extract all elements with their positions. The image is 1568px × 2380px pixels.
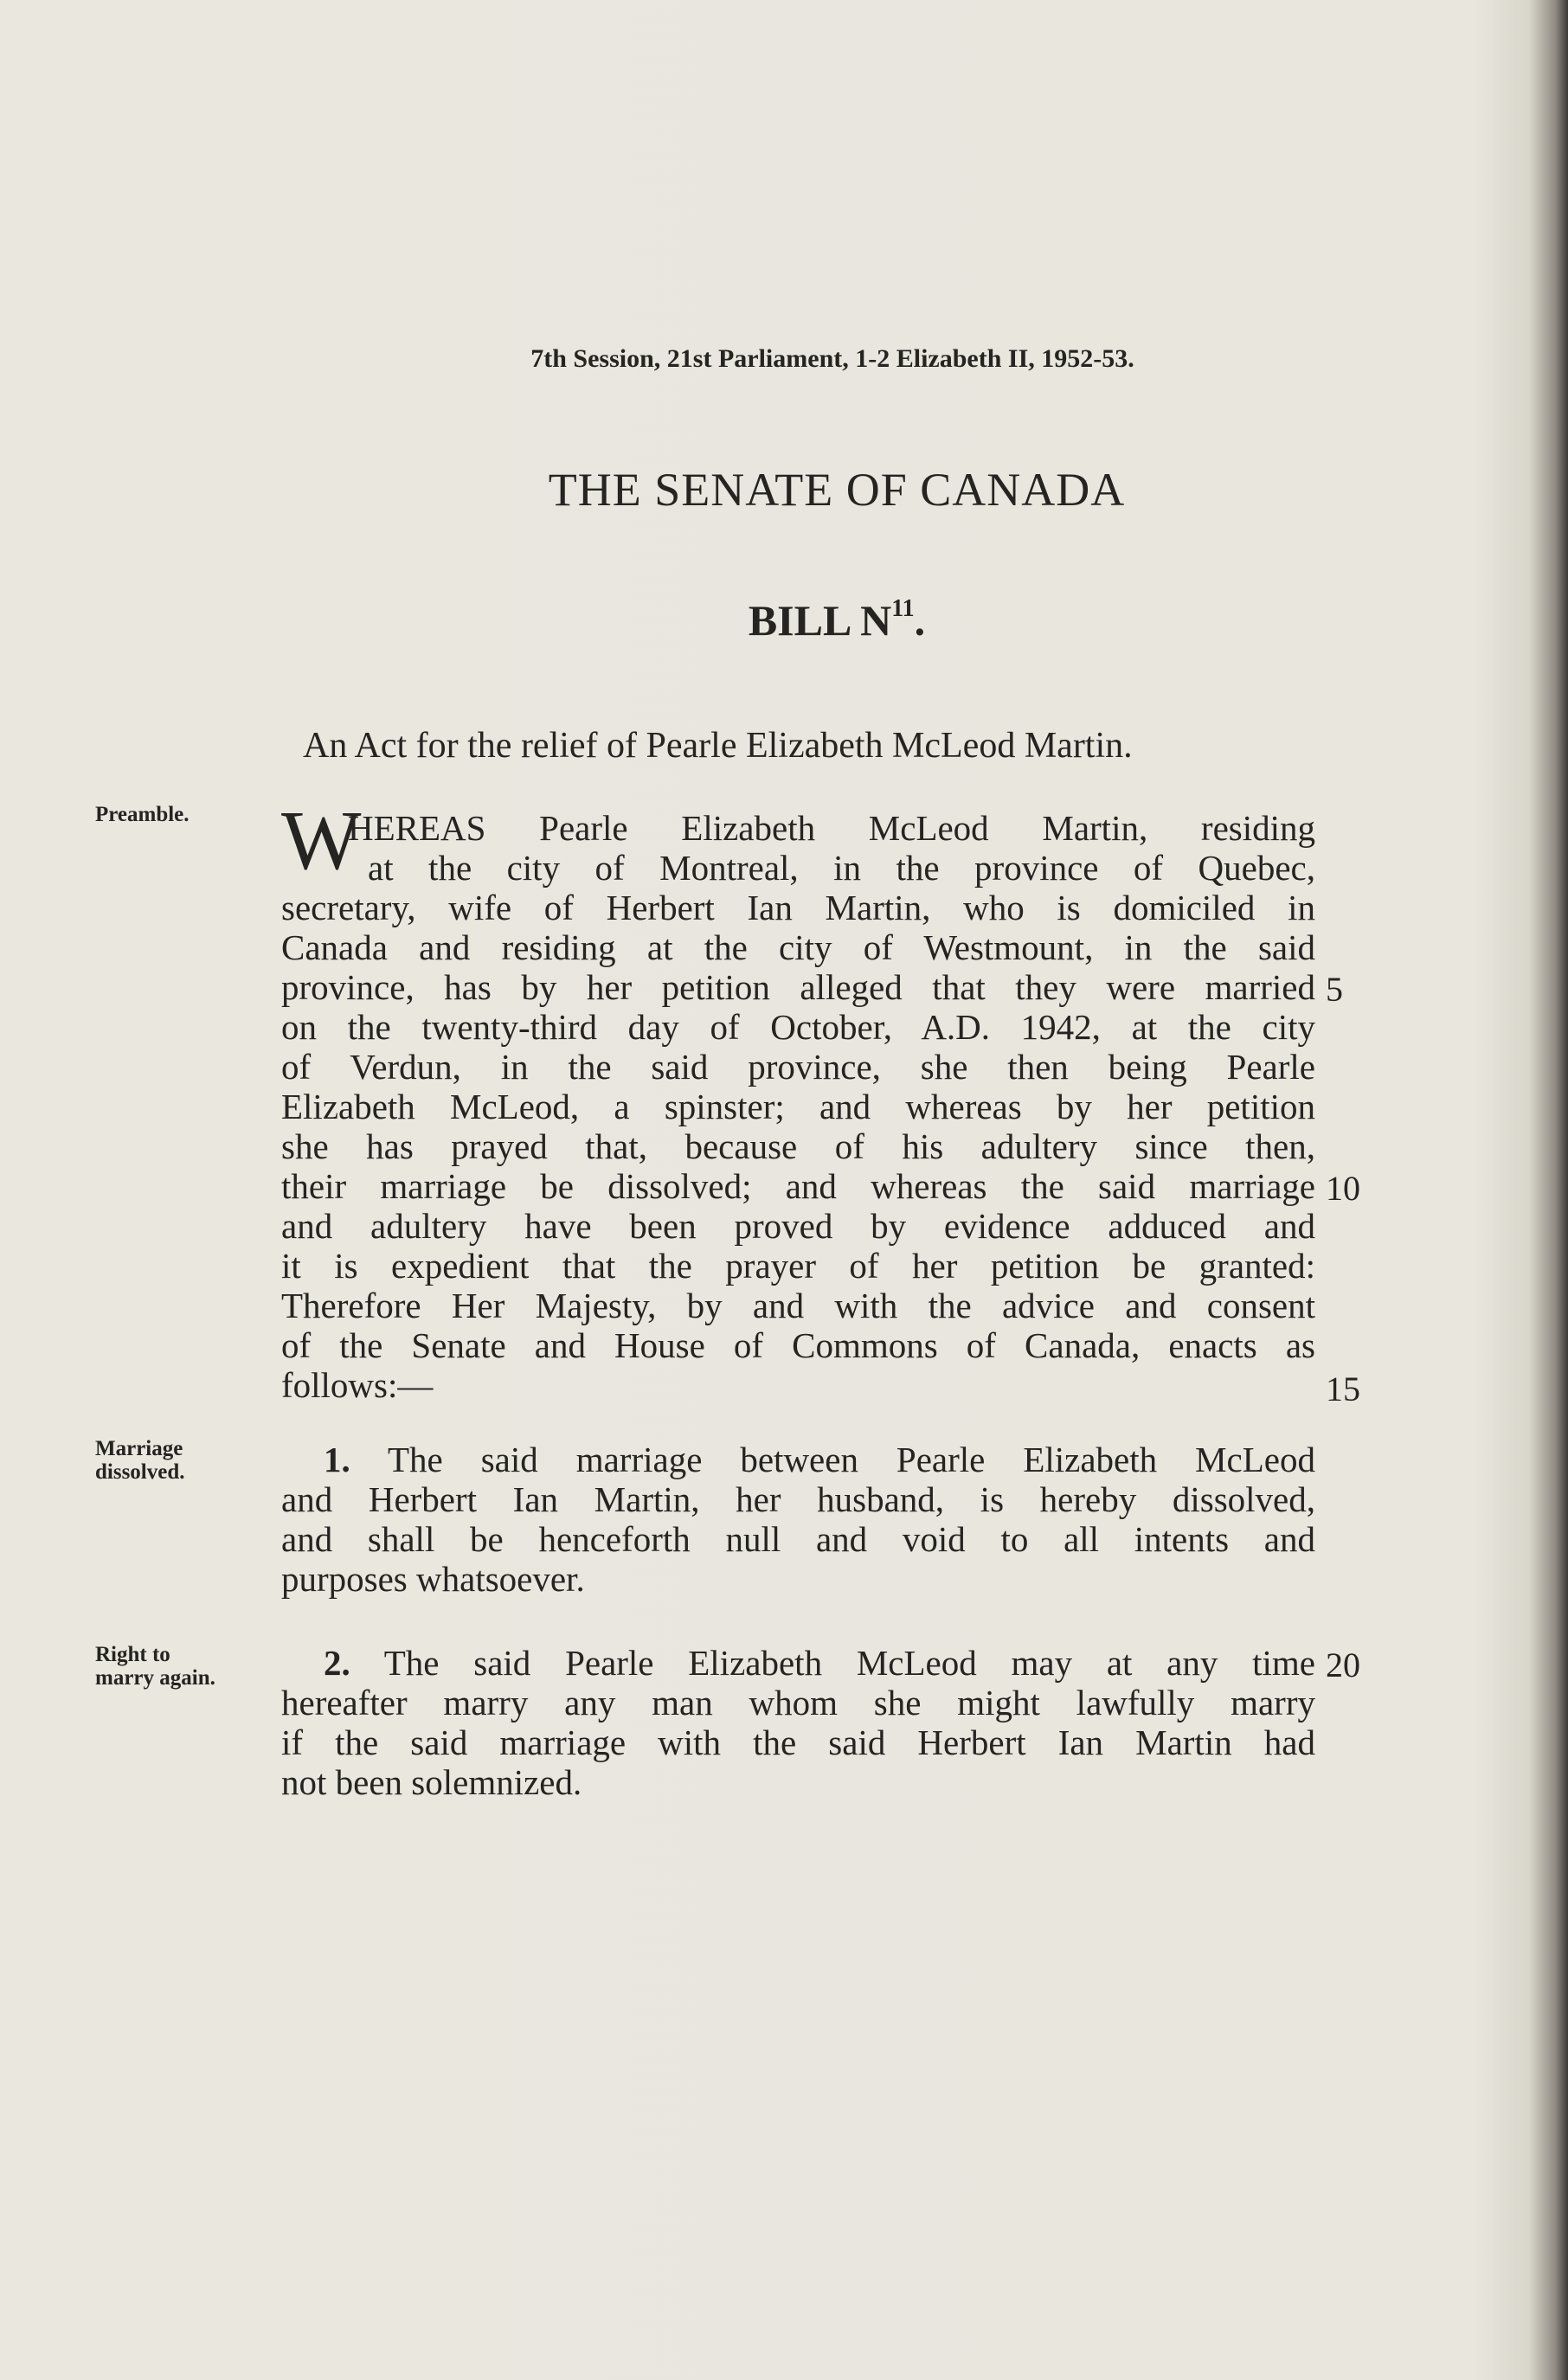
preamble-line: at the city of Montreal, in the province of Quebec, <box>368 848 1315 888</box>
section-2-number: 2. <box>324 1643 350 1683</box>
preamble-line: province, has by her petition alleged that they were married <box>281 967 1315 1007</box>
preamble-line: she has prayed that, because of his adultery since then, <box>281 1126 1315 1166</box>
preamble-line: on the twenty-third day of October, A.D. 1942, at the city <box>281 1007 1315 1047</box>
preamble-line: Therefore Her Majesty, by and with the advice and consent <box>281 1286 1315 1325</box>
bill-label: BILL N <box>748 596 892 645</box>
section-2-line: The said Pearle Elizabeth McLeod may at any time <box>383 1643 1315 1683</box>
bill-number-heading <box>0 595 1568 645</box>
bill-number: 11 <box>891 595 915 622</box>
act-title: An Act for the relief of Pearle Elizabeth McLeod Martin. <box>303 726 1133 766</box>
preamble-line: it is expedient that the prayer of her petition be granted: <box>281 1246 1315 1286</box>
preamble-line: their marriage be dissolved; and whereas the said marriage <box>281 1166 1315 1206</box>
section-2-line: hereafter marry any man whom she might lawfully marry <box>281 1683 1315 1722</box>
preamble-line: HEREAS Pearle Elizabeth McLeod Martin, residing <box>348 808 1315 848</box>
line-number: 15 <box>1326 1370 1360 1408</box>
section-2-line: not been solemnized. <box>281 1762 582 1802</box>
preamble-line: of Verdun, in the said province, she then being Pearle <box>281 1047 1315 1087</box>
section-2-first-line <box>324 1643 1315 1683</box>
preamble-line: Elizabeth McLeod, a spinster; and whereas by her petition <box>281 1087 1315 1126</box>
section-1-line: The said marriage between Pearle Elizabeth McLeod <box>387 1440 1315 1479</box>
line-number: 10 <box>1326 1169 1360 1208</box>
margin-note-preamble: Preamble. <box>95 803 190 826</box>
margin-note-right-to-marry <box>95 1643 215 1690</box>
section-1-line: and Herbert Ian Martin, her husband, is hereby dissolved, <box>281 1479 1315 1519</box>
line-number: 20 <box>1326 1645 1360 1684</box>
margin-note-marriage-dissolved <box>95 1437 185 1484</box>
margin-note-line: Right to <box>95 1643 170 1666</box>
preamble-line: Canada and residing at the city of Westmount, in the said <box>281 927 1315 967</box>
preamble-line: and adultery have been proved by evidence adduced and <box>281 1206 1315 1246</box>
line-number: 5 <box>1326 970 1343 1009</box>
preamble-line: follows:— <box>281 1365 434 1405</box>
chamber-heading: THE SENATE OF CANADA <box>548 464 1126 516</box>
bill-suffix: . <box>914 596 926 645</box>
section-2-line: if the said marriage with the said Herbert Ian Martin had <box>281 1722 1315 1762</box>
margin-note-line: marry again. <box>95 1666 215 1690</box>
preamble-line: secretary, wife of Herbert Ian Martin, who is domiciled in <box>281 888 1315 927</box>
preamble-dropcap: W <box>281 794 362 888</box>
session-heading: 7th Session, 21st Parliament, 1-2 Elizabeth II, 1952-53. <box>530 344 1134 373</box>
margin-note-line: dissolved. <box>95 1460 185 1484</box>
section-1-line: and shall be henceforth null and void to all intents and <box>281 1519 1315 1559</box>
section-1-number: 1. <box>324 1440 350 1479</box>
section-1-first-line <box>324 1440 1315 1479</box>
preamble-line: of the Senate and House of Commons of Canada, enacts as <box>281 1325 1315 1365</box>
margin-note-line: Marriage <box>95 1437 183 1460</box>
section-1-line: purposes whatsoever. <box>281 1559 585 1599</box>
